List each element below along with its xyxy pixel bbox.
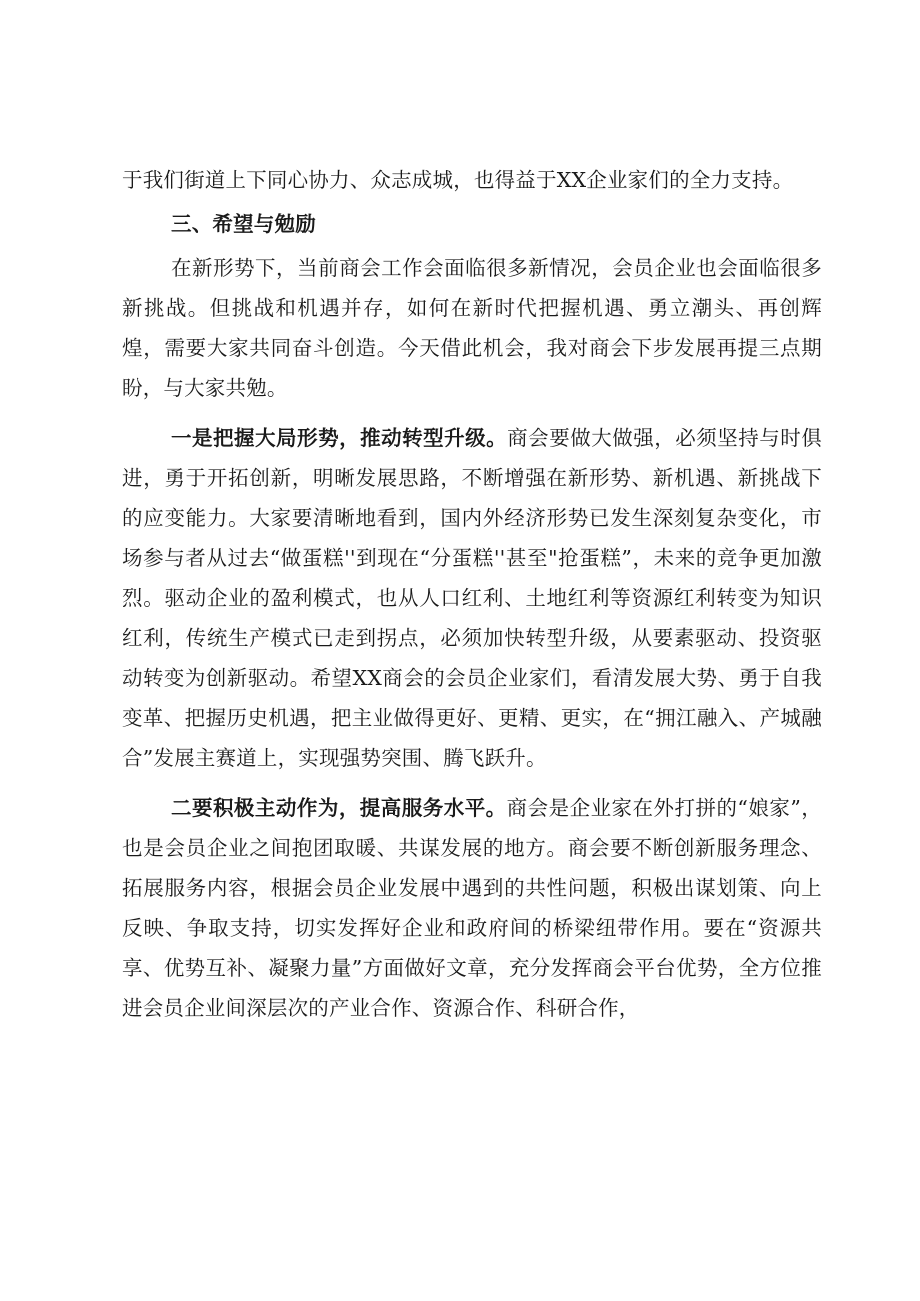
intro-paragraph: 在新形势下，当前商会工作会面临很多新情况，会员企业也会面临很多新挑战。但挑战和机遇并存，如何在新时代把握机遇、勇立潮头、再创辉煌，需要大家共同奋斗创造。今天借此机会，我对商会下步发展再提三点期盼，与大家共勉。: [122, 256, 822, 400]
point-one-paragraph: [122, 418, 822, 778]
point-one-lead: 一是把握大局形势，推动转型升级。: [171, 426, 508, 450]
point-one-body: 商会要做大做强，必须坚持与时俱进，勇于开拓创新，明晰发展思路，不断增强在新形势、新机遇、新挑战下的应变能力。大家要清晰地看到，国内外经济形势已发生深刻复杂变化，市场参与者从过去“做蛋糕''到现在“分蛋糕''甚至"抢蛋糕”，未来的竞争更加激烈。驱动企业的盈利模式，也从人口红利、土地红利等资源红利转变为知识红利，传统生产模式已走到拐点，必须加快转型升级，从要素驱动、投资驱动转变为创新驱动。希望XX商会的会员企业家们，看清发展大势、勇于自我变革、把握历史机遇，把主业做得更好、更精、更实，在“拥江融入、产城融合”发展主赛道上，实现强势突围、腾飞跃升。: [122, 426, 823, 770]
document-page: [122, 160, 822, 1028]
section-heading: 三、希望与勉励: [171, 212, 316, 236]
point-two-body: 商会是企业家在外打拼的“娘家”，也是会员企业之间抱团取暖、共谋发展的地方。商会要不断创新服务理念、拓展服务内容，根据会员企业发展中遇到的共性问题，积极出谋划策、向上反映、争取支持，切实发挥好企业和政府间的桥梁纽带作用。要在“资源共享、优势互补、凝聚力量”方面做好文章，充分发挥商会平台优势，全方位推进会员企业间深层次的产业合作、资源合作、科研合作，: [122, 796, 822, 1020]
point-two-paragraph: [122, 788, 822, 1028]
continuation-paragraph: 于我们街道上下同心协力、众志成城，也得益于XX企业家们的全力支持。: [122, 168, 794, 192]
point-two-lead: 二要积极主动作为，提高服务水平。: [171, 796, 507, 820]
